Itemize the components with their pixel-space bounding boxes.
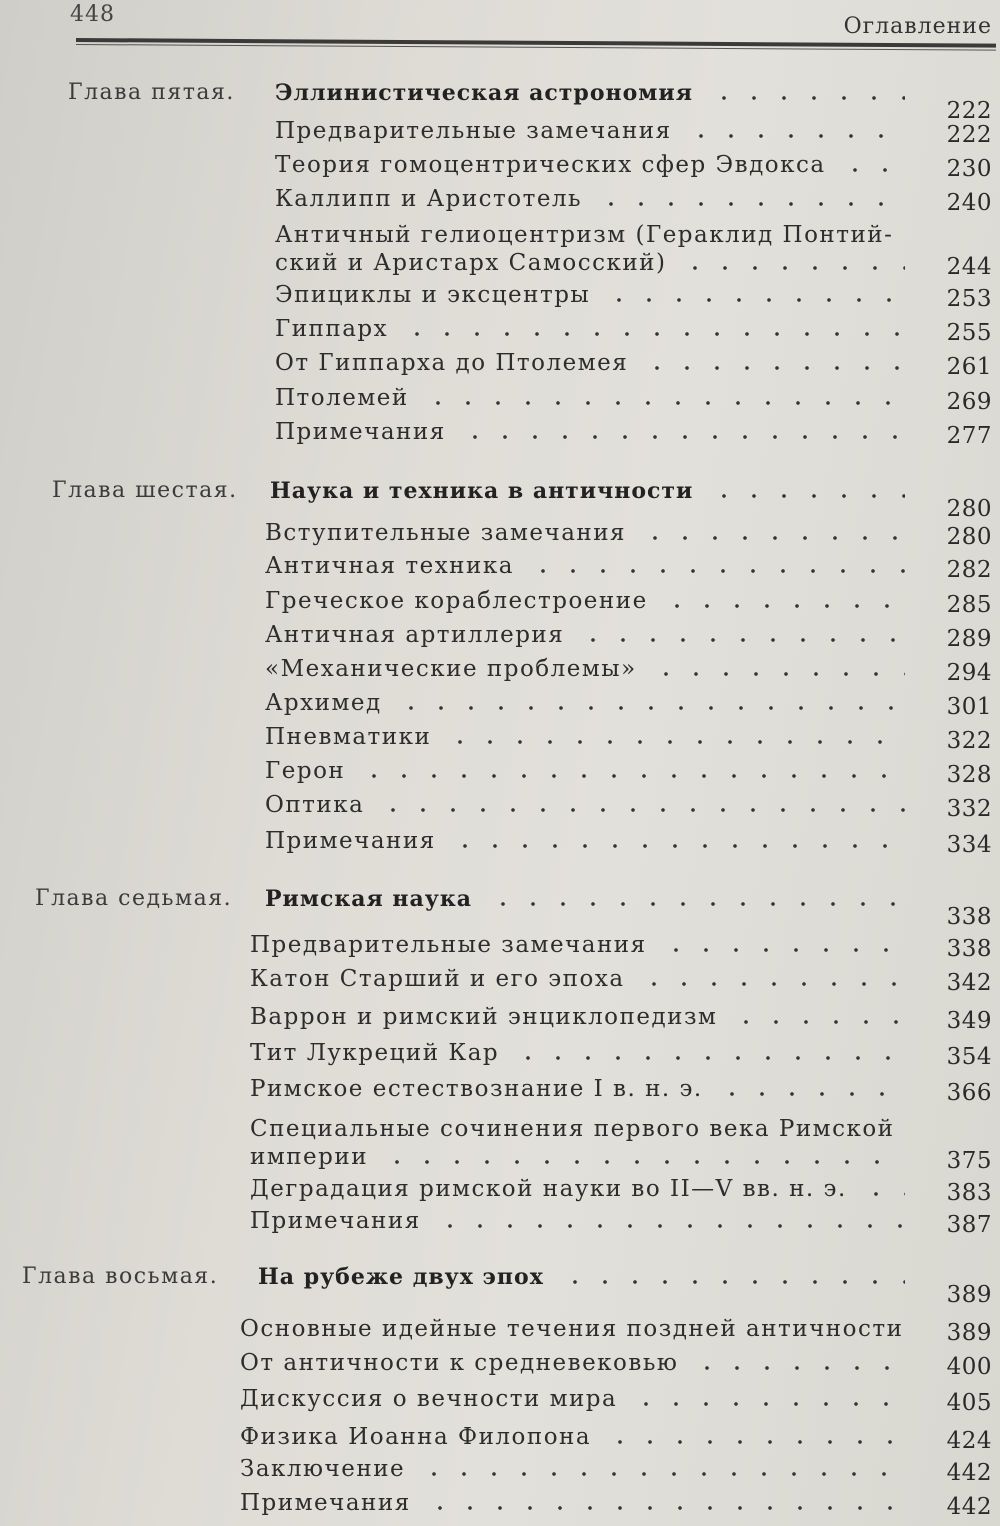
toc-entry[interactable] [240,1456,992,1490]
entry-page-number: 322 [946,728,992,754]
toc-entry[interactable] [275,186,992,220]
entry-title: Варрон и римский энциклопедизм [250,1004,718,1030]
chapter-label: Глава пятая. [68,80,235,105]
entry-page-number: 269 [946,389,992,415]
dot-leader [709,88,905,108]
entry-page-number: 400 [946,1354,992,1380]
chapter-page-number: 280 [946,496,992,522]
dot-leader [709,486,905,506]
entry-title: Деградация римской науки во II—V вв. н. э. [250,1176,847,1202]
toc-entry[interactable] [265,792,992,826]
toc-entry[interactable] [265,724,992,758]
toc-entry[interactable] [275,385,992,419]
dot-leader [402,324,905,344]
entry-page-number: 301 [946,694,992,720]
entry-page-number: 387 [946,1212,992,1238]
dot-leader [435,1216,905,1236]
entry-title: Специальные сочинения первого века Римской [250,1116,895,1142]
toc-entry[interactable] [275,222,992,280]
dot-leader [642,358,905,378]
toc-entry[interactable] [250,1176,992,1210]
toc-entry[interactable] [265,690,992,724]
chapter-label: Глава седьмая. [35,886,233,911]
dot-leader [445,732,905,752]
entry-title: Дискуссия о вечности мира [240,1386,618,1412]
dot-leader [578,630,905,650]
entry-page-number: 289 [946,626,992,652]
toc-entry[interactable] [250,966,992,1000]
toc-entry[interactable] [265,553,992,587]
entry-title: Античная техника [265,553,514,579]
dot-leader [605,1432,905,1452]
entry-page-number: 282 [946,557,992,583]
entry-title: Катон Старший и его эпоха [250,966,625,992]
dot-leader [450,836,905,856]
chapter-title: Наука и техника в античности [270,478,694,504]
toc-entry[interactable] [250,1004,992,1038]
entry-title: От античности к средневековью [240,1350,679,1376]
entry-page-number: 332 [946,796,992,822]
entry-title: Оптика [265,792,365,818]
entry-page-number: 244 [946,254,992,280]
toc-entry[interactable] [250,1076,992,1110]
dot-leader [423,393,905,413]
dot-leader [640,528,905,548]
entry-title: «Механические проблемы» [265,656,637,682]
entry-page-number: 294 [946,660,992,686]
entry-title: Гиппарх [275,316,389,342]
entry-page-number: 261 [946,354,992,380]
entry-title: Примечания [275,419,446,445]
dot-leader [488,894,905,914]
entry-title: Предварительные замечания [250,932,647,958]
entry-title: Примечания [265,828,436,854]
dot-leader [731,1012,905,1032]
chapter-page-number: 338 [946,904,992,930]
dot-leader [396,698,905,718]
dot-leader [662,596,905,616]
dot-leader [425,1498,905,1518]
entry-title: Каллипп и Аристотель [275,186,583,212]
dot-leader [596,194,905,214]
entry-page-number: 383 [946,1180,992,1206]
toc-entry[interactable] [275,419,992,453]
dot-leader [378,800,905,820]
entry-page-number: 334 [946,832,992,858]
toc-entry[interactable] [240,1424,992,1458]
toc-entry[interactable] [250,1116,992,1174]
toc-entry[interactable] [265,758,992,792]
dot-leader [861,1184,905,1204]
entry-title: От Гиппарха до Птолемея [275,350,629,376]
entry-page-number: 280 [946,524,992,550]
dot-leader [680,258,905,278]
toc-entry[interactable] [275,282,992,316]
dot-leader [686,126,905,146]
entry-title: Тит Лукреций Кар [250,1040,500,1066]
chapter-title: Римская наука [265,886,473,912]
entry-page-number: 366 [946,1080,992,1106]
dot-leader [528,561,905,581]
dot-leader [460,427,905,447]
toc-entry[interactable] [265,588,992,622]
toc-entry[interactable] [265,520,992,554]
dot-leader [513,1048,905,1068]
dot-leader [631,1394,905,1414]
toc-entry[interactable] [240,1316,992,1350]
entry-title: Предварительные замечания [275,118,672,144]
dot-leader [692,1358,905,1378]
page-number: 448 [70,2,115,27]
entry-title: Античная артиллерия [265,622,565,648]
entry-page-number: 338 [946,936,992,962]
toc-entry[interactable] [265,656,992,690]
entry-page-number: 222 [946,122,992,148]
entry-page-number: 342 [946,970,992,996]
entry-page-number: 255 [946,320,992,346]
entry-title-continued: империи [250,1144,369,1170]
toc-entry[interactable] [240,1490,992,1524]
chapter-title: Эллинистическая астрономия [275,80,693,106]
dot-leader [604,290,905,310]
entry-page-number: 389 [946,1320,992,1346]
entry-page-number: 442 [946,1494,992,1520]
toc-entry[interactable] [275,316,992,350]
dot-leader [639,974,905,994]
entry-page-number: 354 [946,1044,992,1070]
toc-entry[interactable] [250,932,992,966]
dot-leader [560,1272,905,1292]
dot-leader [359,766,905,786]
chapter-title: На рубеже двух эпох [258,1264,544,1290]
dot-leader [717,1084,905,1104]
entry-title: Греческое кораблестроение [265,588,648,614]
page-header [0,0,1000,50]
entry-page-number: 375 [946,1148,992,1174]
chapter-page-number: 222 [946,98,992,124]
entry-page-number: 405 [946,1390,992,1416]
entry-page-number: 285 [946,592,992,618]
toc-entry[interactable] [240,1386,992,1420]
entry-title: Птолемей [275,385,409,411]
entry-title: Пневматики [265,724,432,750]
toc-entry[interactable] [275,118,992,152]
running-title: Оглавление [843,14,992,39]
entry-title: Герон [265,758,346,784]
entry-title: Примечания [250,1208,421,1234]
entry-title-continued: ский и Аристарх Самосский) [275,250,667,276]
entry-title: Вступительные замечания [265,520,627,546]
chapter-page-number: 389 [946,1282,992,1308]
entry-title: Эпициклы и эксцентры [275,282,591,308]
entry-page-number: 277 [946,423,992,449]
toc-entry[interactable] [240,1350,992,1384]
toc-entry[interactable] [275,350,992,384]
entry-title: Заключение [240,1456,406,1482]
entry-page-number: 253 [946,286,992,312]
entry-page-number: 442 [946,1460,992,1486]
toc-entry[interactable] [250,1040,992,1074]
chapter-label: Глава шестая. [52,478,238,503]
toc-entry[interactable] [250,1208,992,1242]
entry-page-number: 328 [946,762,992,788]
dot-leader [661,940,905,960]
entry-title: Примечания [240,1490,411,1516]
entry-title: Римское естествознание I в. н. э. [250,1076,703,1102]
entry-page-number: 349 [946,1008,992,1034]
entry-title: Физика Иоанна Филопона [240,1424,592,1450]
toc-entry[interactable] [275,152,992,186]
entry-title: Античный гелиоцентризм (Гераклид Понтий- [275,222,894,248]
dot-leader [382,1152,905,1172]
entry-page-number: 230 [946,156,992,182]
dot-leader [840,160,905,180]
dot-leader [419,1464,905,1484]
dot-leader [651,664,905,684]
entry-title: Теория гомоцентрических сфер Эвдокса [275,152,826,178]
entry-title: Архимед [265,690,382,716]
toc-entry[interactable] [265,828,992,862]
entry-page-number: 424 [946,1428,992,1454]
chapter-label: Глава восьмая. [22,1264,219,1289]
toc-entry[interactable] [265,622,992,656]
entry-title: Основные идейные течения поздней античности [240,1316,904,1342]
entry-page-number: 240 [946,190,992,216]
